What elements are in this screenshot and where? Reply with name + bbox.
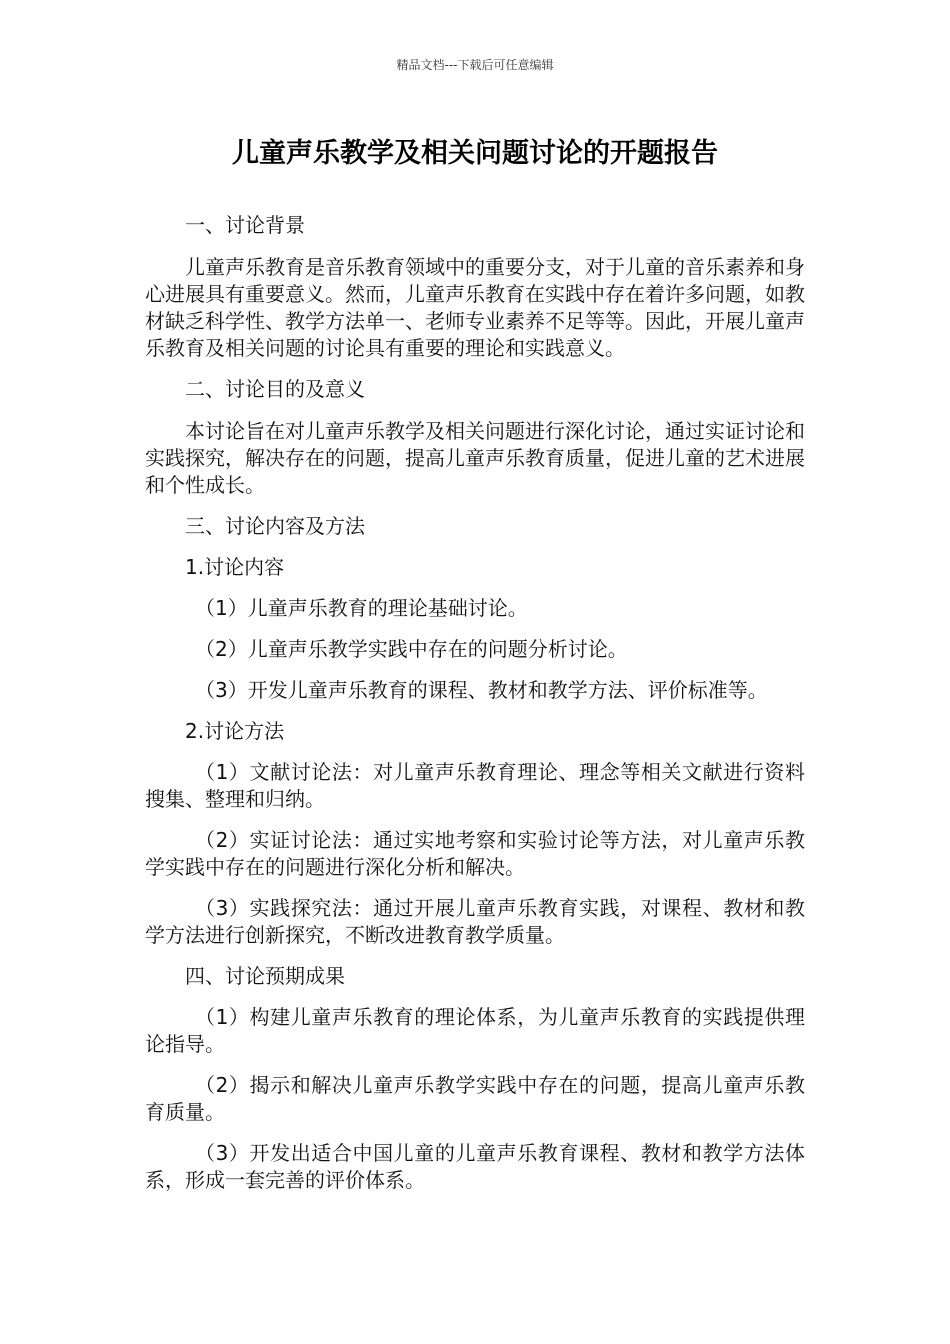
section-paragraph-background: 儿童声乐教育是音乐教育领域中的重要分支，对于儿童的音乐素养和身心进展具有重要意义。然而，儿童声乐教育在实践中存在着许多问题，如教材缺乏科学性、教学方法单一、老师专业素养不足等等。因此，开展儿童声乐教育及相关问题的讨论具有重要的理论和实践意义。: [145, 255, 805, 360]
section-paragraph-purpose: 本讨论旨在对儿童声乐教学及相关问题进行深化讨论，通过实证讨论和实践探究，解决存在的问题，提高儿童声乐教育质量，促进儿童的艺术进展和个性成长。: [145, 419, 805, 497]
section-heading-background: 一、讨论背景: [185, 213, 305, 237]
list-item: （3）实践探究法：通过开展儿童声乐教育实践，对课程、教材和教学方法进行创新探究，不断改进教育教学质量。: [145, 896, 805, 947]
list-item: （2）儿童声乐教学实践中存在的问题分析讨论。: [195, 637, 628, 661]
header-note: 精品文档---下载后可任意编辑: [396, 58, 554, 72]
section-heading-expected-results: 四、讨论预期成果: [185, 964, 345, 988]
list-item: （1）文献讨论法：对儿童声乐教育理论、理念等相关文献进行资料搜集、整理和归纳。: [145, 760, 805, 811]
list-item: （2）实证讨论法：通过实地考察和实验讨论等方法，对儿童声乐教学实践中存在的问题进行深化分析和解决。: [145, 828, 805, 879]
list-item: （2）揭示和解决儿童声乐教学实践中存在的问题，提高儿童声乐教育质量。: [145, 1073, 805, 1124]
section-heading-purpose: 二、讨论目的及意义: [185, 377, 365, 401]
document-title: 儿童声乐教学及相关问题讨论的开题报告: [232, 138, 718, 169]
section-heading-content-method: 三、讨论内容及方法: [185, 514, 365, 538]
list-item: （3）开发出适合中国儿童的儿童声乐教育课程、教材和教学方法体系，形成一套完善的评价体系。: [145, 1141, 805, 1192]
list-item: （1）儿童声乐教育的理论基础讨论。: [195, 596, 528, 620]
list-item: （1）构建儿童声乐教育的理论体系，为儿童声乐教育的实践提供理论指导。: [145, 1005, 805, 1056]
subsection-heading-method: 2.讨论方法: [185, 719, 285, 743]
subsection-heading-content: 1.讨论内容: [185, 555, 285, 579]
document-body: [145, 212, 805, 1194]
list-item: （3）开发儿童声乐教育的课程、教材和教学方法、评价标准等。: [195, 678, 768, 702]
